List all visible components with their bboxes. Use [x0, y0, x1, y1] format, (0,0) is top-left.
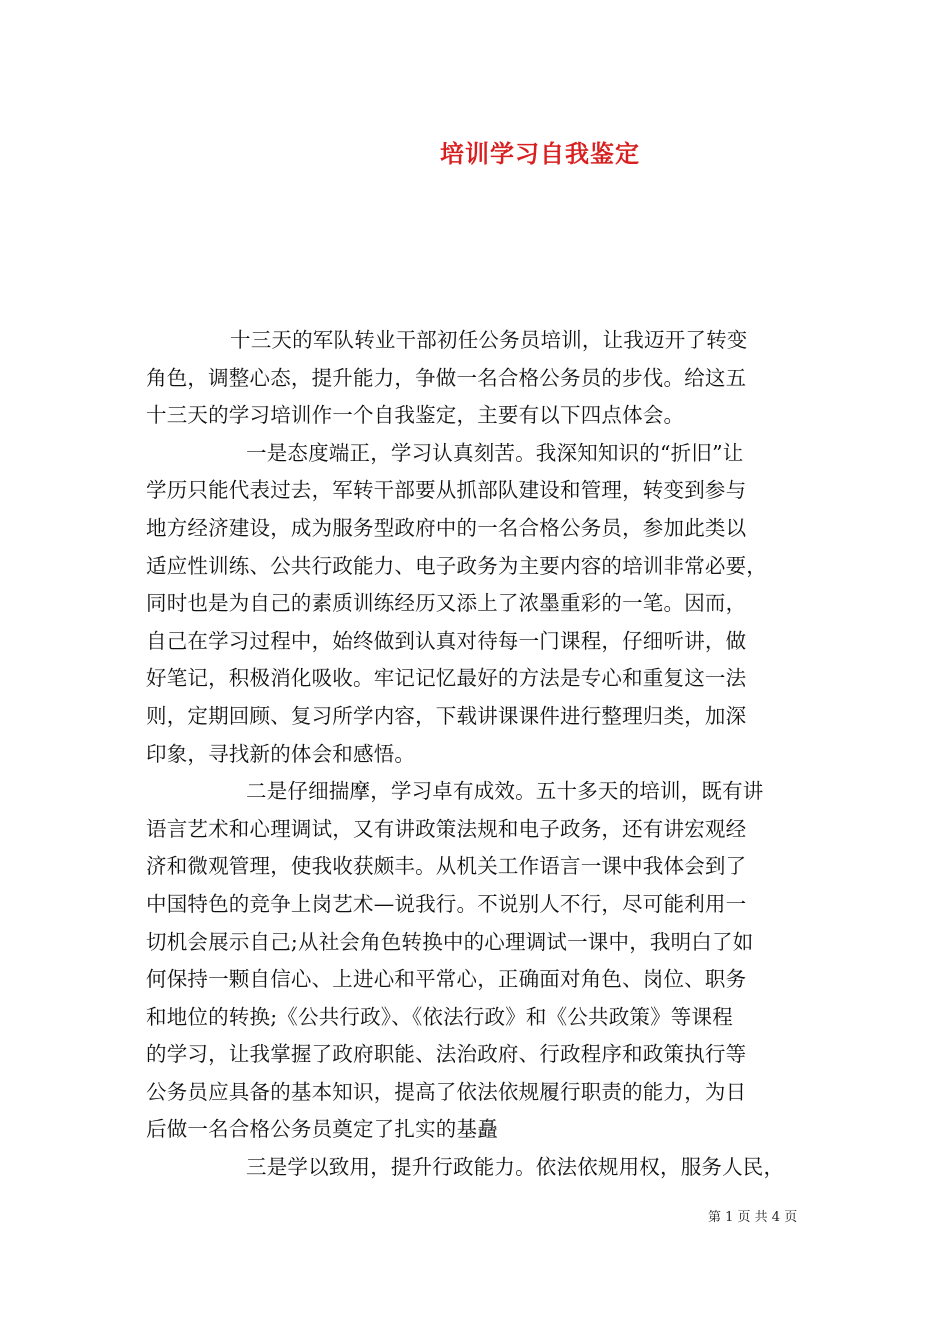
paragraph-line: 后做一名合格公务员奠定了扎实的基矗 [146, 1117, 498, 1142]
paragraph-line: 十三天的学习培训作一个自我鉴定，主要有以下四点体会。 [146, 403, 685, 428]
paragraph-line: 适应性训练、公共行政能力、电子政务为主要内容的培训非常必要， [146, 553, 767, 578]
document-title: 培训学习自我鉴定 [440, 139, 640, 168]
paragraph-line: 的学习，让我掌握了政府职能、法治政府、行政程序和政策执行等 [146, 1042, 747, 1067]
paragraph-line: 切机会展示自己;从社会角色转换中的心理调试一课中，我明白了如 [146, 929, 754, 954]
paragraph-line: 学历只能代表过去，军转干部要从抓部队建设和管理，转变到参与 [146, 478, 747, 503]
document-body [146, 322, 811, 1187]
paragraph-line: 公务员应具备的基本知识，提高了依法依规履行职责的能力，为日 [146, 1079, 747, 1104]
paragraph-line: 中国特色的竞争上岗艺术—说我行。不说别人不行，尽可能利用一 [146, 891, 747, 916]
paragraph-line: 何保持一颗自信心、上进心和平常心，正确面对角色、岗位、职务 [146, 967, 747, 992]
paragraph-line: 好笔记，积极消化吸收。牢记记忆最好的方法是专心和重复这一法 [146, 666, 747, 691]
paragraph-line: 印象，寻找新的体会和感悟。 [146, 741, 416, 766]
paragraph-line: 济和微观管理，使我收获颇丰。从机关工作语言一课中我体会到了 [146, 854, 747, 879]
paragraph-line: 语言艺术和心理调试，又有讲政策法规和电子政务，还有讲宏观经 [146, 816, 747, 841]
paragraph-line: 和地位的转换;《公共行政》、《依法行政》和《公共政策》等课程 [146, 1004, 733, 1029]
paragraph-line: 一是态度端正，学习认真刻苦。我深知知识的“折旧”让 [246, 440, 744, 465]
paragraph-line: 十三天的军队转业干部初任公务员培训，让我迈开了转变 [230, 328, 748, 352]
page-number-footer: 第 1 页 共 4 页 [708, 1210, 798, 1225]
paragraph-line: 则，定期回顾、复习所学内容，下载讲课课件进行整理归类，加深 [146, 703, 747, 728]
paragraph-line: 自己在学习过程中，始终做到认真对待每一门课程，仔细听讲，做 [146, 628, 747, 653]
paragraph-line: 地方经济建设，成为服务型政府中的一名合格公务员，参加此类以 [146, 515, 747, 540]
paragraph-line: 同时也是为自己的素质训练经历又添上了浓墨重彩的一笔。因而， [146, 591, 747, 616]
paragraph-line: 角色，调整心态，提升能力，争做一名合格公务员的步伐。给这五 [146, 365, 747, 390]
paragraph-line: 三是学以致用，提升行政能力。依法依规用权，服务人民， [246, 1155, 785, 1180]
paragraph-line: 二是仔细揣摩，学习卓有成效。五十多天的培训，既有讲 [246, 779, 764, 804]
